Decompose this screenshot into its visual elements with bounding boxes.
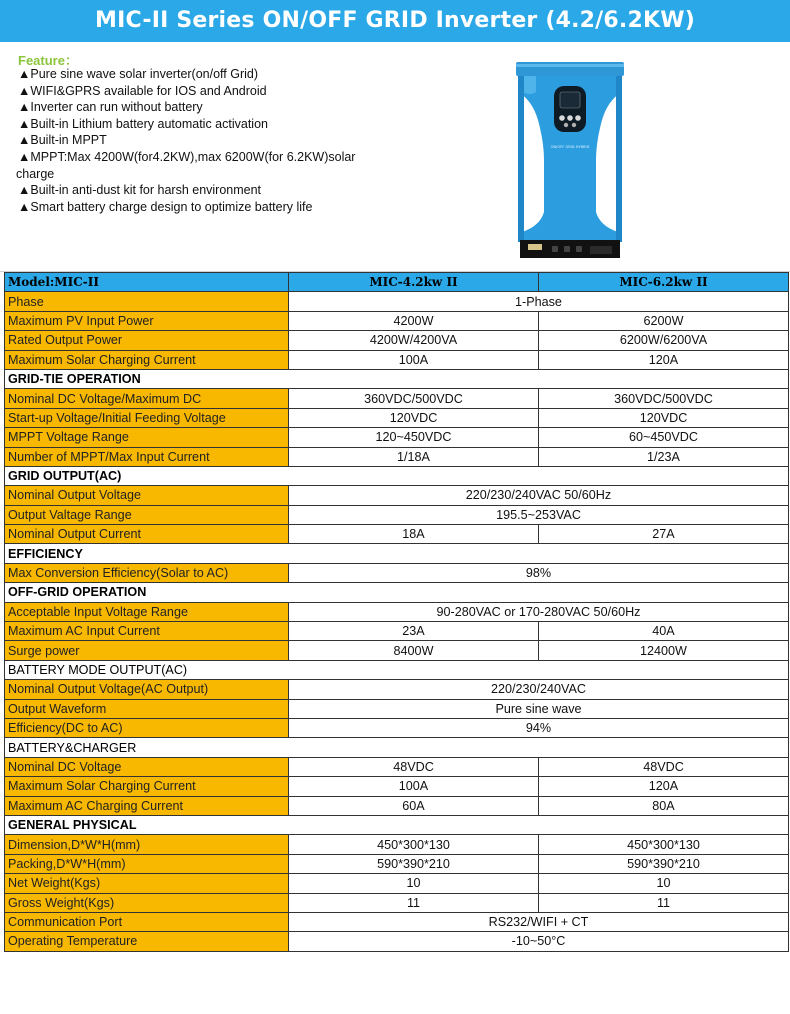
header-model-4-2kw: MIC-4.2kw II <box>289 273 539 292</box>
spec-label: Output Valtage Range <box>5 505 289 524</box>
spec-value-4-2kw: 60A <box>289 796 539 815</box>
spec-value-6-2kw: 40A <box>539 622 789 641</box>
section-heading: BATTERY&CHARGER <box>5 738 789 757</box>
spec-label: Start-up Voltage/Initial Feeding Voltage <box>5 408 289 427</box>
section-row <box>5 815 789 834</box>
table-row <box>5 874 789 893</box>
spec-label: Number of MPPT/Max Input Current <box>5 447 289 466</box>
inverter-product-image <box>516 62 624 258</box>
spec-value-6-2kw: 6200W/6200VA <box>539 331 789 350</box>
table-row <box>5 292 789 311</box>
spec-value-4-2kw: 18A <box>289 525 539 544</box>
table-row <box>5 622 789 641</box>
feature-item: ▲Smart battery charge design to optimize battery life <box>18 199 313 214</box>
spec-value-4-2kw: 1/18A <box>289 447 539 466</box>
feature-item: ▲Built-in anti-dust kit for harsh environment <box>18 183 262 198</box>
table-row <box>5 389 789 408</box>
spec-label: Rated Output Power <box>5 331 289 350</box>
table-row <box>5 525 789 544</box>
spec-value-4-2kw: 120VDC <box>289 408 539 427</box>
page-title-banner <box>0 0 790 42</box>
spec-value-shared: 94% <box>289 718 789 737</box>
table-row <box>5 835 789 854</box>
spec-label: Phase <box>5 292 289 311</box>
spec-value-shared: 220/230/240VAC <box>289 680 789 699</box>
spec-value-4-2kw: 360VDC/500VDC <box>289 389 539 408</box>
feature-title: Feature： <box>18 53 78 68</box>
table-row <box>5 331 789 350</box>
feature-section <box>0 42 790 272</box>
spec-label: Maximum PV Input Power <box>5 311 289 330</box>
spec-label: Maximum Solar Charging Current <box>5 777 289 796</box>
spec-label: Nominal Output Voltage <box>5 486 289 505</box>
spec-value-6-2kw: 120A <box>539 777 789 796</box>
spec-value-4-2kw: 4200W/4200VA <box>289 331 539 350</box>
spec-value-4-2kw: 10 <box>289 874 539 893</box>
feature-item: ▲Built-in MPPT <box>18 133 107 148</box>
section-row <box>5 583 789 602</box>
spec-value-6-2kw: 1/23A <box>539 447 789 466</box>
table-row <box>5 932 789 951</box>
spec-value-6-2kw: 60~450VDC <box>539 428 789 447</box>
spec-value-6-2kw: 120VDC <box>539 408 789 427</box>
section-row <box>5 660 789 679</box>
spec-label: Maximum AC Charging Current <box>5 796 289 815</box>
table-row <box>5 602 789 621</box>
spec-label: Maximum AC Input Current <box>5 622 289 641</box>
spec-label: Packing,D*W*H(mm) <box>5 854 289 873</box>
table-row <box>5 796 789 815</box>
feature-item: ▲Inverter can run without battery <box>18 100 203 115</box>
spec-value-4-2kw: 120~450VDC <box>289 428 539 447</box>
table-row <box>5 641 789 660</box>
spec-value-6-2kw: 27A <box>539 525 789 544</box>
spec-value-4-2kw: 8400W <box>289 641 539 660</box>
spec-value-shared: 1-Phase <box>289 292 789 311</box>
spec-value-shared: 90-280VAC or 170-280VAC 50/60Hz <box>289 602 789 621</box>
spec-label: Efficiency(DC to AC) <box>5 718 289 737</box>
table-row <box>5 718 789 737</box>
table-row <box>5 447 789 466</box>
spec-value-shared: Pure sine wave <box>289 699 789 718</box>
spec-label: MPPT Voltage Range <box>5 428 289 447</box>
table-row <box>5 408 789 427</box>
section-heading: BATTERY MODE OUTPUT(AC) <box>5 660 789 679</box>
spec-label: Communication Port <box>5 912 289 931</box>
table-row <box>5 757 789 776</box>
spec-label: Max Conversion Efficiency(Solar to AC) <box>5 563 289 582</box>
table-row <box>5 350 789 369</box>
spec-value-6-2kw: 590*390*210 <box>539 854 789 873</box>
feature-item: ▲Pure sine wave solar inverter(on/off Grid) <box>18 67 259 81</box>
spec-label: Nominal Output Current <box>5 525 289 544</box>
spec-value-4-2kw: 48VDC <box>289 757 539 776</box>
spec-value-4-2kw: 450*300*130 <box>289 835 539 854</box>
feature-list <box>18 66 438 215</box>
spec-label: Net Weight(Kgs) <box>5 874 289 893</box>
table-row <box>5 854 789 873</box>
spec-value-4-2kw: 100A <box>289 777 539 796</box>
spec-value-6-2kw: 80A <box>539 796 789 815</box>
feature-item: charge <box>16 166 55 181</box>
section-heading: GRID OUTPUT(AC) <box>5 466 789 485</box>
table-row <box>5 486 789 505</box>
spec-label: Gross Weight(Kgs) <box>5 893 289 912</box>
spec-value-6-2kw: 48VDC <box>539 757 789 776</box>
spec-value-shared: RS232/WIFI + CT <box>289 912 789 931</box>
spec-label: Nominal DC Voltage <box>5 757 289 776</box>
feature-item: ▲Built-in Lithium battery automatic activation <box>18 116 268 131</box>
spec-label: Nominal Output Voltage(AC Output) <box>5 680 289 699</box>
section-row <box>5 738 789 757</box>
header-model-6-2kw: MIC-6.2kw II <box>539 273 789 292</box>
specification-table <box>4 272 789 952</box>
header-model: Model:MIC-II <box>5 273 289 292</box>
table-row <box>5 505 789 524</box>
table-row <box>5 912 789 931</box>
spec-label: Nominal DC Voltage/Maximum DC <box>5 389 289 408</box>
spec-value-4-2kw: 590*390*210 <box>289 854 539 873</box>
spec-value-4-2kw: 11 <box>289 893 539 912</box>
spec-value-shared: 220/230/240VAC 50/60Hz <box>289 486 789 505</box>
section-row <box>5 466 789 485</box>
spec-value-shared: 195.5~253VAC <box>289 505 789 524</box>
spec-value-6-2kw: 12400W <box>539 641 789 660</box>
section-heading: GRID-TIE OPERATION <box>5 369 789 388</box>
product-caption: ON/OFF GRID HYBRID <box>550 145 590 149</box>
table-row <box>5 563 789 582</box>
spec-value-6-2kw: 450*300*130 <box>539 835 789 854</box>
spec-value-4-2kw: 100A <box>289 350 539 369</box>
spec-value-6-2kw: 360VDC/500VDC <box>539 389 789 408</box>
spec-label: Output Waveform <box>5 699 289 718</box>
spec-value-shared: -10~50°C <box>289 932 789 951</box>
spec-value-6-2kw: 120A <box>539 350 789 369</box>
table-row <box>5 311 789 330</box>
spec-value-6-2kw: 11 <box>539 893 789 912</box>
spec-label: Surge power <box>5 641 289 660</box>
table-row <box>5 777 789 796</box>
spec-value-4-2kw: 4200W <box>289 311 539 330</box>
section-heading: EFFICIENCY <box>5 544 789 563</box>
spec-label: Dimension,D*W*H(mm) <box>5 835 289 854</box>
section-heading: GENERAL PHYSICAL <box>5 815 789 834</box>
spec-value-4-2kw: 23A <box>289 622 539 641</box>
spec-value-6-2kw: 10 <box>539 874 789 893</box>
spec-value-shared: 98% <box>289 563 789 582</box>
spec-label: Operating Temperature <box>5 932 289 951</box>
feature-item: ▲WIFI&GPRS available for IOS and Android <box>18 83 267 98</box>
table-row <box>5 893 789 912</box>
feature-item: ▲MPPT:Max 4200W(for4.2KW),max 6200W(for 6.2KW)solar <box>18 149 356 164</box>
section-heading: OFF-GRID OPERATION <box>5 583 789 602</box>
page-title: MIC-II Series ON/OFF GRID Inverter (4.2/6.2KW) <box>95 8 695 33</box>
section-row <box>5 369 789 388</box>
section-row <box>5 544 789 563</box>
table-row <box>5 699 789 718</box>
table-row <box>5 680 789 699</box>
spec-value-6-2kw: 6200W <box>539 311 789 330</box>
table-row <box>5 428 789 447</box>
spec-label: Acceptable Input Voltage Range <box>5 602 289 621</box>
table-header-row <box>5 273 789 292</box>
spec-label: Maximum Solar Charging Current <box>5 350 289 369</box>
